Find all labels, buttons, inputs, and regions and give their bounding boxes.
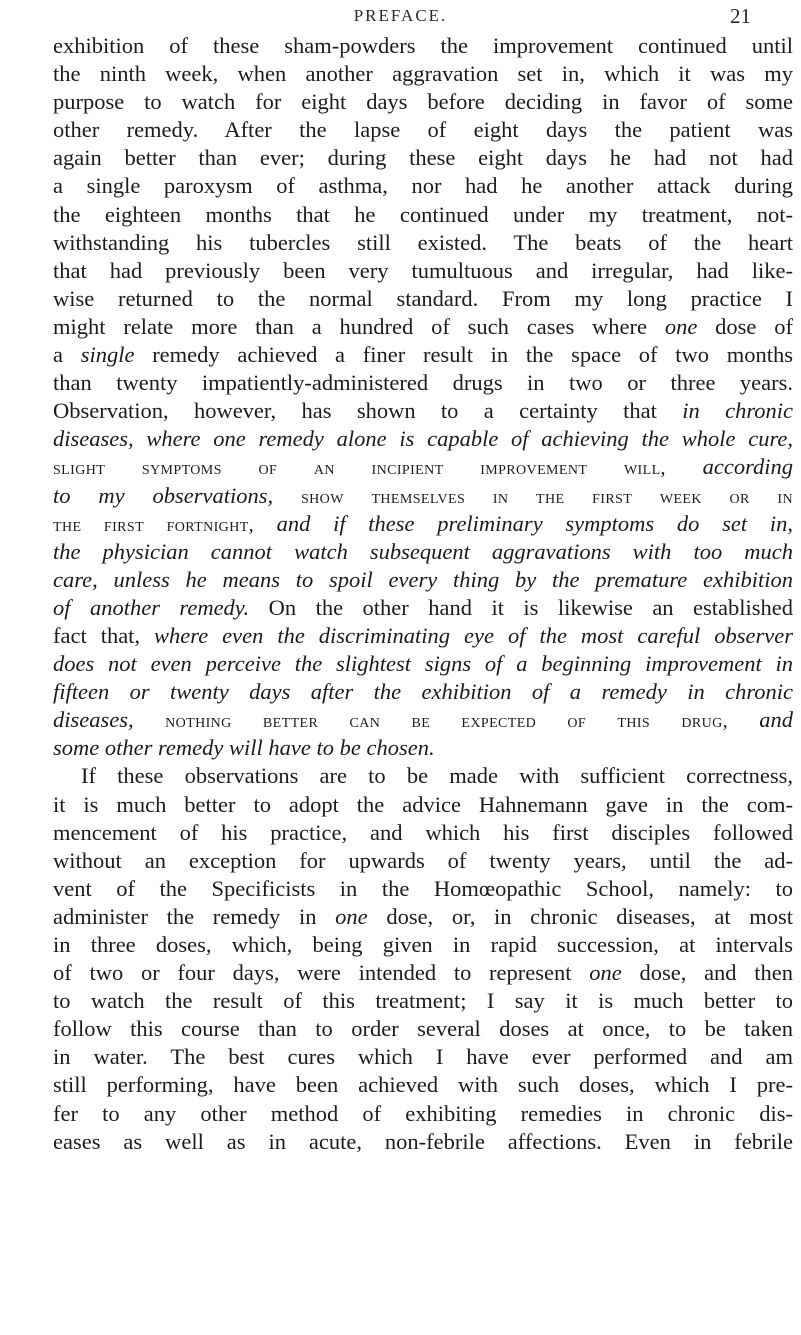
text-line [53,903,793,931]
text-line [53,987,793,1015]
italic-text: of another remedy. [53,594,250,620]
text-segment: Observation, however, has shown to a certainty that [53,398,683,424]
text-line [53,285,793,313]
text-segment: to watch the result of this treatment; I say it is much better to [53,988,793,1014]
text-segment: withstanding his tubercles still existed. The beats of the heart [53,229,793,255]
text-line [53,566,793,594]
italic-text: does not even perceive the slightest signs of a beginning improvement in [53,651,793,677]
text-line [53,172,793,200]
italic-text: some other remedy will have to be chosen. [53,735,435,761]
text-segment: that had previously been very tumultuous and irregular, had like- [53,257,793,283]
text-segment: exhibition of these sham-powders the improvement continued until [53,33,793,58]
small-caps-text: nothing better can be expected of this drug, [165,710,760,733]
text-line [53,762,793,790]
text-line [53,144,793,172]
text-segment: the ninth week, when another aggravation set in, which it was my [53,61,793,87]
text-line [53,678,793,706]
text-segment: the eighteen months that he continued under my treatment, not- [53,201,793,227]
running-head: PREFACE. [353,6,448,25]
text-segment: administer the remedy in [53,903,336,929]
text-segment: without an exception for upwards of twenty years, until the ad- [53,847,793,873]
text-line [53,88,793,116]
text-segment: in three doses, which, being given in rapid succession, at intervals [53,932,793,957]
text-line [53,313,793,341]
text-segment: If these observations are to be made with sufficient correctness, [81,763,793,789]
text-segment: dose, or, in chronic diseases, at most [367,903,793,929]
small-caps-text: the first fortnight, [53,513,277,536]
text-line [53,650,793,678]
text-line [53,538,793,566]
italic-text: where even the discriminating eye of the most careful observer [154,622,793,648]
text-segment: fact that, [53,622,155,648]
text-line [53,1043,793,1071]
page-header [0,6,801,32]
italic-text: one [335,903,368,929]
text-segment: mencement of his practice, and which his first disciples followed [53,819,793,845]
text-line [53,425,793,453]
italic-text: and if these preliminary symptoms do set in, [276,510,793,536]
text-segment: it is much better to adopt the advice Hahnemann gave in the com- [53,791,793,817]
text-line [53,622,793,650]
text-segment: dose of [697,313,793,339]
text-line [53,257,793,285]
text-segment: than twenty impatiently-administered drugs in two or three years. [53,370,793,396]
italic-text: single [80,342,135,368]
text-line [53,1128,793,1156]
text-line [53,397,793,425]
text-line [53,931,793,959]
italic-text: and [759,707,793,733]
page-number: 21 [730,4,751,28]
text-line [53,1071,793,1099]
text-line [53,32,793,60]
text-segment: follow this course than to order several doses at once, to be taken [53,1016,793,1042]
text-line [53,819,793,847]
text-segment: a [53,342,81,368]
italic-text: one [589,960,622,986]
text-segment: purpose to watch for eight days before deciding in favor of some [53,89,793,115]
italic-text: diseases, where one remedy alone is capable of achieving the whole cure, [53,426,793,452]
italic-text: fifteen or twenty days after the exhibition of a remedy in chronic [53,679,793,705]
text-segment: dose, and then [621,960,793,986]
text-line [53,594,793,622]
text-segment: in water. The best cures which I have ever performed and am [53,1044,793,1070]
text-line [53,369,793,397]
text-segment: a single paroxysm of asthma, nor had he another attack during [53,173,793,199]
text-segment: vent of the Specificists in the Homœopathic School, namely: to [53,875,793,901]
text-segment: remedy achieved a finer result in the space of two months [134,342,793,368]
text-line [53,1015,793,1043]
text-line [53,847,793,875]
text-segment: other remedy. After the lapse of eight days the patient was [53,117,793,143]
small-caps-text: show themselves in the first week or in [300,485,793,508]
text-line [53,229,793,257]
italic-text: according [702,454,793,480]
text-line [53,1100,793,1128]
italic-text: in chronic [682,398,793,424]
text-line [53,341,793,369]
italic-text: to my observations, [53,482,301,508]
italic-text: one [664,313,698,339]
text-segment: On the other hand it is likewise an established [249,594,793,620]
text-segment: eases as well as in acute, non-febrile affections. Even in febrile [53,1128,793,1154]
text-line [53,60,793,88]
small-caps-text: slight symptoms of an incipient improvement will, [53,457,703,480]
italic-text: the physician cannot watch subsequent aggravations with too much [53,538,793,564]
body-text [53,32,793,1156]
text-line [53,201,793,229]
text-line [53,116,793,144]
text-line [53,875,793,903]
text-segment: might relate more than a hundred of such cases where [53,313,665,339]
text-segment: still performing, have been achieved with such doses, which I pre- [53,1072,793,1098]
text-line [53,706,793,734]
text-line [53,482,793,510]
text-line [53,453,793,481]
text-segment: wise returned to the normal standard. From my long practice I [53,285,793,311]
text-line [53,734,793,762]
text-segment: fer to any other method of exhibiting remedies in chronic dis- [53,1100,793,1126]
text-line [53,959,793,987]
text-line [53,791,793,819]
text-segment: again better than ever; during these eight days he had not had [53,145,793,171]
italic-text: diseases, [53,707,166,733]
text-segment: of two or four days, were intended to represent [53,960,590,986]
italic-text: care, unless he means to spoil every thing by the premature exhibition [53,566,793,592]
text-line [53,510,793,538]
